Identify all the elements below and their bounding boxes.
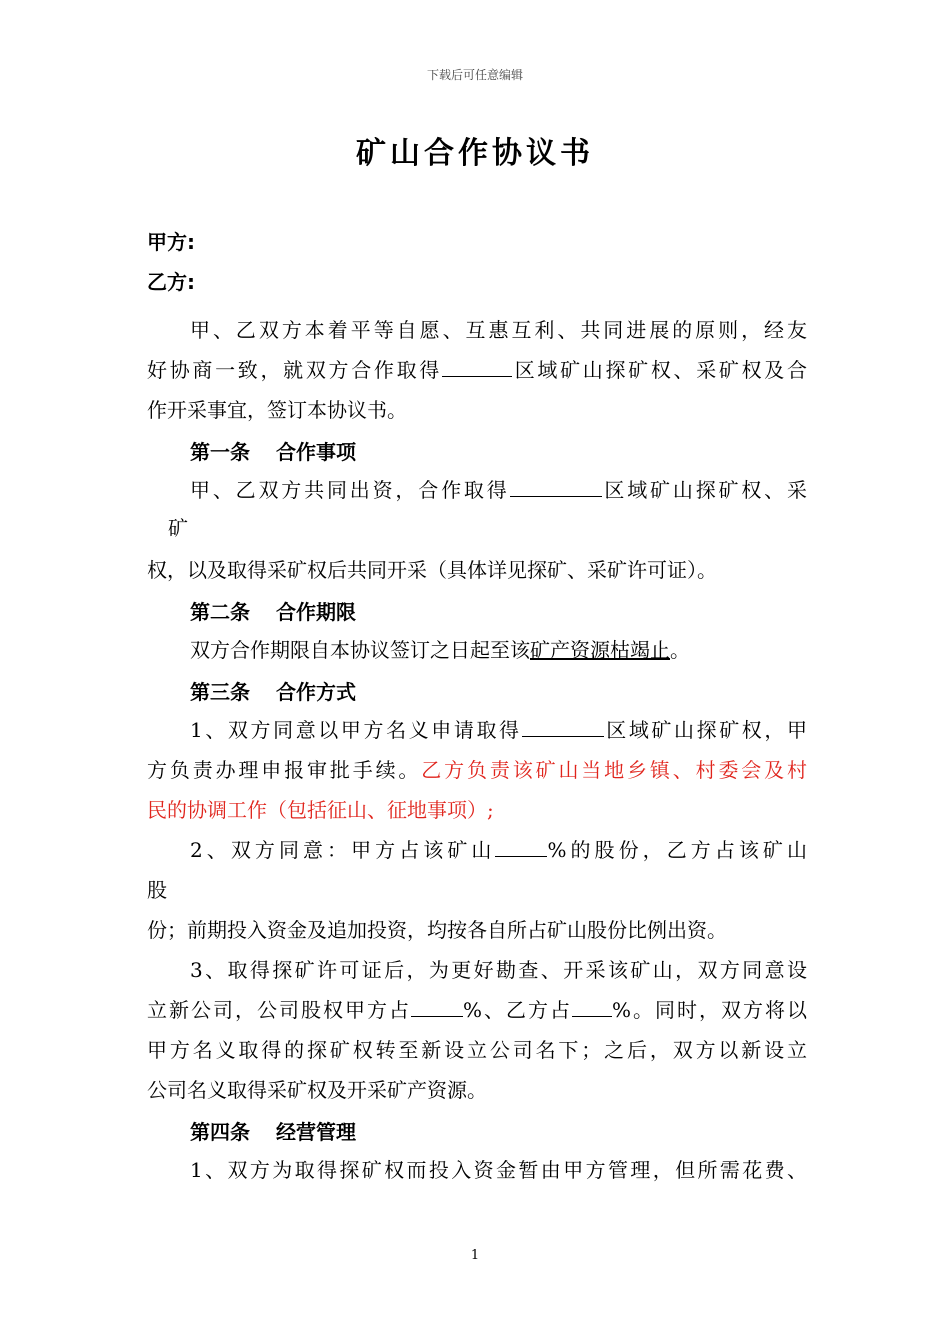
article-3-para-2-line-3: 份；前期投入资金及追加投资，均按各自所占矿山股份比例出资。 <box>147 918 727 942</box>
article-3-para-1-line-3: 民的协调工作（包括征山、征地事项）; <box>147 798 494 822</box>
party-b-label: 乙方: <box>147 270 195 294</box>
article-3-para-2-line-2: 股 <box>147 878 167 902</box>
article-1-line-2: 矿 <box>168 516 188 540</box>
article-3-para-1-line-2: 方负责办理申报审批手续。乙方负责该矿山当地乡镇、村委会及村 <box>147 758 808 782</box>
blank-share-field[interactable] <box>495 836 547 857</box>
article-3-para-2-line-1: 2、双方同意：甲方占该矿山 %的股份，乙方占该矿山 <box>190 838 807 862</box>
page-number: 1 <box>470 1248 480 1263</box>
preamble-line-2: 好协商一致，就双方合作取得 区域矿山探矿权、采矿权及合 <box>147 358 807 382</box>
article-1-line-1: 甲、乙双方共同出资，合作取得 区域矿山探矿权、采 <box>190 478 808 502</box>
article-1-line-3: 权，以及取得采矿权后共同开采（具体详见探矿、采矿许可证）。 <box>147 558 717 582</box>
article-3-para-3-line-1: 3、取得探矿许可证后，为更好勘查、开采该矿山，双方同意设 <box>190 958 807 982</box>
article-1-heading: 第一条 合作事项 <box>190 440 356 464</box>
article-3-para-1-line-1: 1、双方同意以甲方名义申请取得 区域矿山探矿权，甲 <box>190 718 807 742</box>
blank-region-field[interactable] <box>442 356 512 377</box>
blank-share-a-field[interactable] <box>411 996 463 1017</box>
article-2-heading: 第二条 合作期限 <box>190 600 356 624</box>
header-note: 下载后可任意编辑 <box>426 68 523 82</box>
article-2-line-1: 双方合作期限自本协议签订之日起至该矿产资源枯竭止。 <box>190 638 690 662</box>
document-title: 矿山合作协议书 <box>356 136 594 171</box>
article-3-para-3-line-4: 公司名义取得采矿权及开采矿产资源。 <box>147 1078 487 1102</box>
article-3-para-3-line-3: 甲方名义取得的探矿权转至新设立公司名下；之后，双方以新设立 <box>147 1038 807 1062</box>
article-3-heading: 第三条 合作方式 <box>190 680 356 704</box>
party-a-label: 甲方: <box>147 230 195 254</box>
blank-share-b-field[interactable] <box>572 996 612 1017</box>
article-4-para-1-line-1: 1、双方为取得探矿权而投入资金暂由甲方管理，但所需花费、 <box>190 1158 807 1182</box>
article-3-para-3-line-2: 立新公司，公司股权甲方占 %、乙方占 %。同时，双方将以 <box>147 998 807 1022</box>
preamble-line-1: 甲、乙双方本着平等自愿、互惠互利、共同进展的原则，经友 <box>190 318 807 342</box>
article-4-heading: 第四条 经营管理 <box>190 1120 356 1144</box>
blank-region-field[interactable] <box>510 476 602 497</box>
blank-region-field[interactable] <box>522 716 604 737</box>
preamble-line-3: 作开采事宜，签订本协议书。 <box>147 398 407 422</box>
